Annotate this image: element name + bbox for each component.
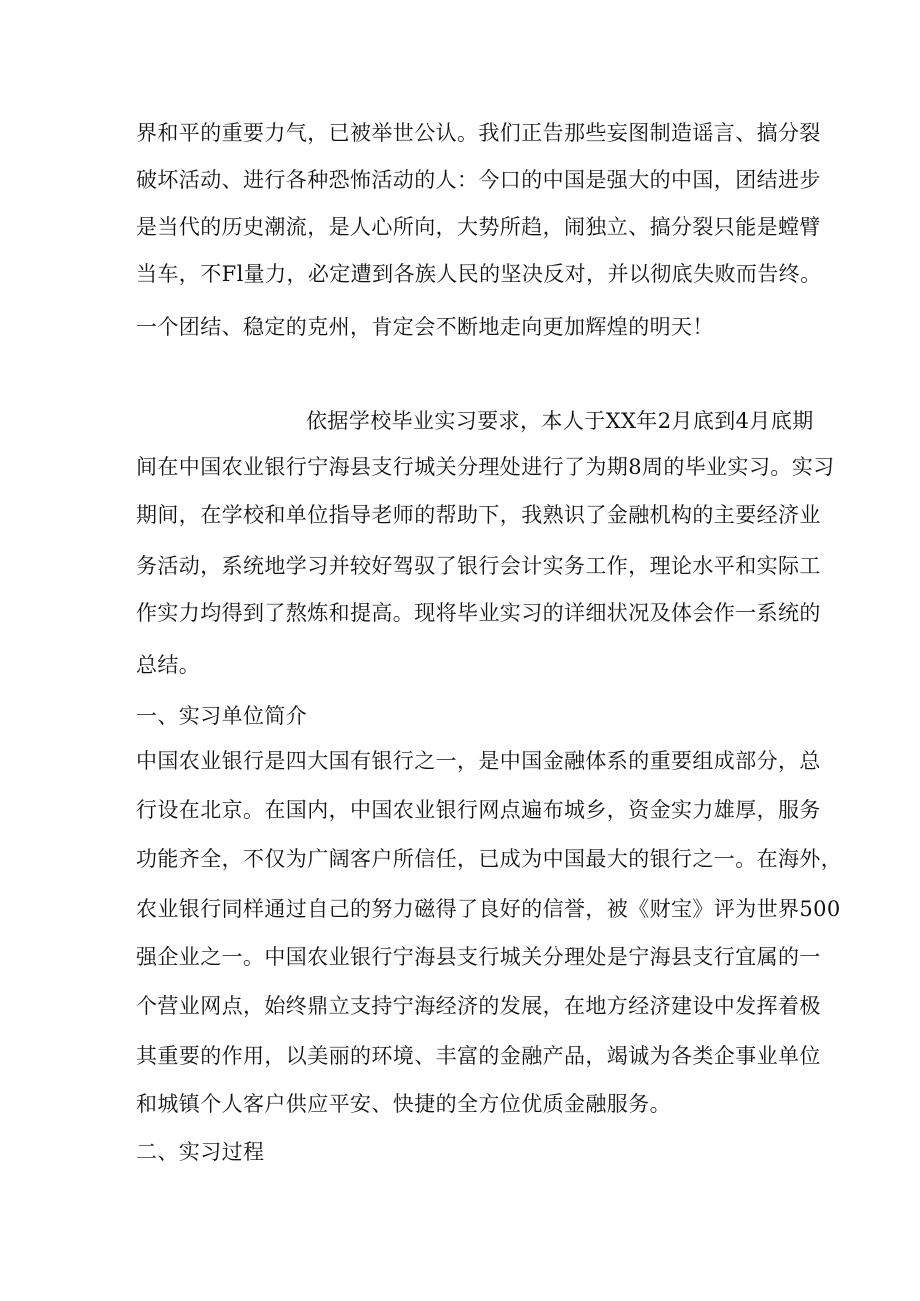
text-line: 强企业之一。中国农业银行宁海县支行城关分理处是宁海县支行宜属的一 [136, 945, 821, 969]
text-line: 务活动，系统地学习并较好驾驭了银行会计实务工作，理论水平和实际工 [136, 554, 821, 578]
text-line: 行设在北京。在国内，中国农业银行网点遍布城乡，资金实力雄厚，服务 [136, 798, 821, 822]
text-line: 农业银行同样通过自己的努力磁得了良好的信誉，被《财宝》评为世界500 [136, 897, 841, 921]
text-line: 功能齐全，不仅为广阔客户所信任，已成为中国最大的银行之一。在海外， [136, 847, 843, 871]
text-line: 一个团结、稳定的克州，肯定会不断地走向更加辉煌的明天！ [136, 315, 714, 339]
text-line: 依据学校毕业实习要求，本人于XX年2月底到4月底期 [306, 409, 814, 433]
text-line: 中国农业银行是四大国有银行之一，是中国金融体系的重要组成部分，总 [136, 749, 821, 773]
section-heading: 二、实习过程 [136, 1140, 265, 1164]
text-line: 个营业网点，始终鼎立支持宁海经济的发展，在地方经济建设中发挥着极 [136, 994, 821, 1018]
text-line: 和城镇个人客户供应平安、快捷的全方位优质金融服务。 [136, 1092, 671, 1116]
text-line: 当车，不Fl量力，必定遭到各族人民的坚决反对，并以彻底失败而告终。 [136, 262, 822, 286]
text-line: 破坏活动、进行各种恐怖活动的人：今口的中国是强大的中国，团结进步 [136, 168, 821, 192]
text-line: 期间，在学校和单位指导老师的帮助下，我熟识了金融机构的主要经济业 [136, 503, 821, 527]
text-line: 间在中国农业银行宁海县支行城关分理处进行了为期8周的毕业实习。实习 [136, 455, 835, 479]
text-line: 总结。 [136, 653, 201, 677]
text-line: 作实力均得到了熬炼和提高。现将毕业实习的详细状况及体会作一系统的 [136, 601, 821, 625]
text-line: 是当代的历史潮流，是人心所向，大势所趋，闹独立、搞分裂只能是螳臂 [136, 215, 821, 239]
text-line: 其重要的作用，以美丽的环境、丰富的金融产品，竭诚为各类企事业单位 [136, 1044, 821, 1068]
section-heading: 一、实习单位简介 [136, 704, 308, 728]
text-line: 界和平的重要力气，已被举世公认。我们正告那些妄图制造谣言、搞分裂 [136, 121, 821, 145]
